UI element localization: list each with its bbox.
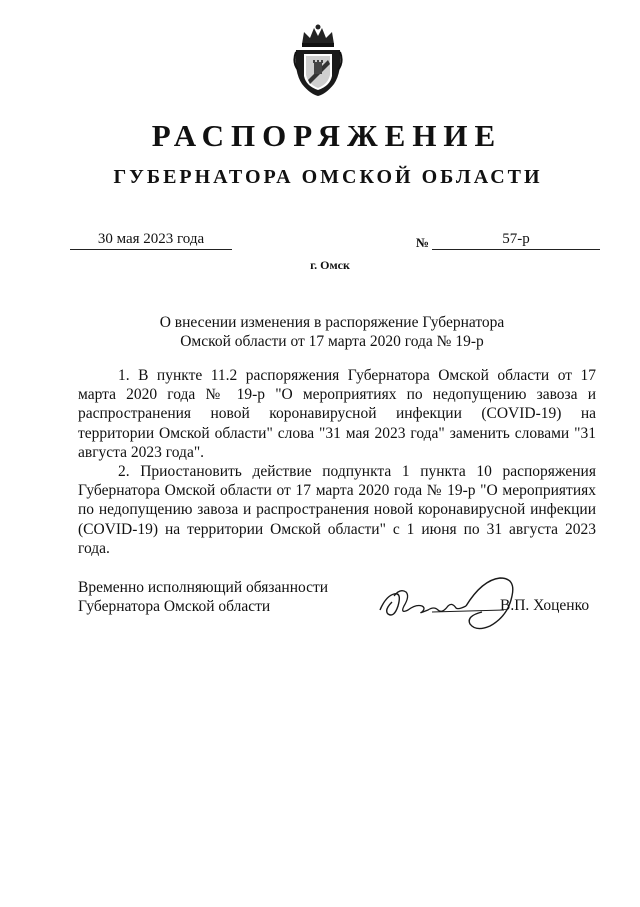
heading-line-1: О внесении изменения в распоряжение Губернатора bbox=[159, 314, 505, 331]
document-subtitle: ГУБЕРНАТОРА ОМСКОЙ ОБЛАСТИ bbox=[113, 166, 543, 188]
signer-position bbox=[78, 578, 328, 616]
signer-name: В.П. Хоценко bbox=[500, 597, 590, 614]
signer-position-line-2: Губернатора Омской области bbox=[78, 598, 271, 615]
document-body bbox=[78, 366, 596, 558]
coat-of-arms-icon bbox=[292, 22, 344, 98]
document-city: г. Омск bbox=[310, 258, 350, 272]
document-date: 30 мая 2023 года bbox=[70, 229, 232, 250]
number-label: № bbox=[416, 235, 430, 250]
paragraph-1: 1. В пункте 11.2 распоряжения Губернатора Омской области от 17 марта 2020 года № 19-р "О мероприятиях по недопущению завоза и распространения новой коронавирусной инфекции (COVID-19) на территории Омской области" слова "31 мая 2023 года" заменить словами "31 августа 2023 года". bbox=[78, 367, 596, 461]
document-heading bbox=[0, 313, 640, 351]
document-number: 57-р bbox=[432, 229, 600, 250]
heading-line-2: Омской области от 17 марта 2020 года № 19-р bbox=[180, 333, 484, 350]
document-title: РАСПОРЯЖЕНИЕ bbox=[151, 118, 503, 153]
signer-position-line-1: Временно исполняющий обязанности bbox=[78, 579, 329, 596]
paragraph-2: 2. Приостановить действие подпункта 1 пункта 10 распоряжения Губернатора Омской области от 17 марта 2020 года № 19-р "О мероприятиях по недопущению завоза и распространения новой коронавирусной инфекции (COVID-19) на территории Омской области" с 1 июня по 31 августа 2023 года. bbox=[78, 463, 596, 557]
